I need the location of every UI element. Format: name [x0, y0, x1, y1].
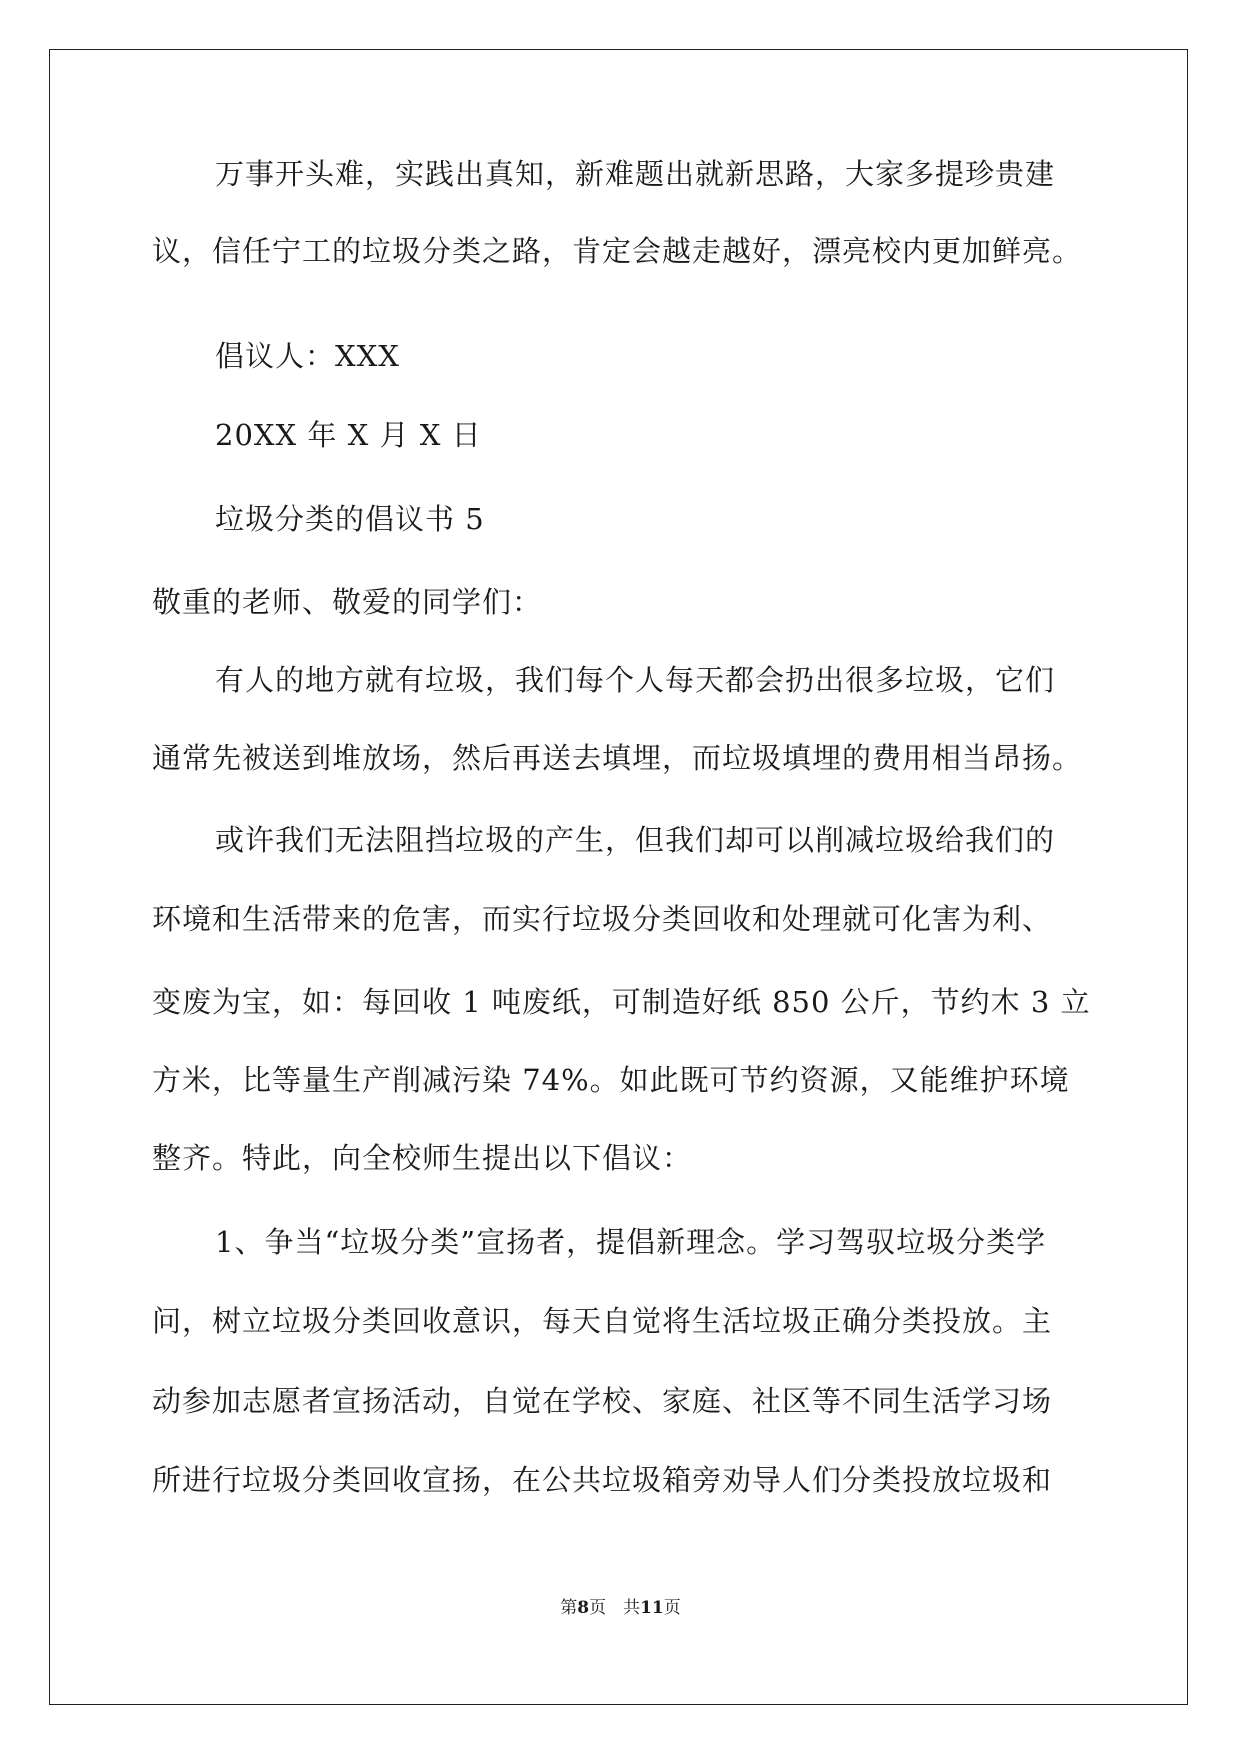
signature-line: 倡议人：XXX — [215, 339, 400, 373]
paragraph-line: 1、争当“垃圾分类”宣扬者，提倡新理念。学习驾驭垃圾分类学 — [215, 1225, 1047, 1259]
paragraph-line: 所进行垃圾分类回收宣扬，在公共垃圾箱旁劝导人们分类投放垃圾和 — [152, 1463, 1053, 1497]
paragraph-line: 环境和生活带来的危害，而实行垃圾分类回收和处理就可化害为利、 — [152, 902, 1053, 936]
paragraph-line: 问，树立垃圾分类回收意识，每天自觉将生活垃圾正确分类投放。主 — [152, 1304, 1053, 1338]
paragraph-line: 议，信任宁工的垃圾分类之路，肯定会越走越好，漂亮校内更加鲜亮。 — [152, 234, 1083, 268]
paragraph-line: 动参加志愿者宣扬活动，自觉在学校、家庭、社区等不同生活学习场 — [152, 1384, 1053, 1418]
current-page-number: 8 — [577, 1598, 590, 1618]
footer-suffix: 页 — [663, 1598, 681, 1618]
salutation: 敬重的老师、敬爱的同学们： — [152, 585, 543, 619]
footer-middle: 页 共 — [589, 1598, 641, 1618]
footer-prefix: 第 — [560, 1598, 578, 1618]
paragraph-line: 万事开头难，实践出真知，新难题出就新思路，大家多提珍贵建 — [215, 157, 1056, 191]
paragraph-line: 通常先被送到堆放场，然后再送去填埋，而垃圾填埋的费用相当昂扬。 — [152, 741, 1083, 775]
paragraph-line: 整齐。特此，向全校师生提出以下倡议： — [152, 1141, 693, 1175]
paragraph-line: 或许我们无法阻挡垃圾的产生，但我们却可以削减垃圾给我们的 — [215, 823, 1056, 857]
page-border — [49, 49, 1188, 1705]
paragraph-line: 变废为宝，如：每回收 1 吨废纸，可制造好纸 850 公斤，节约木 3 立 — [152, 985, 1091, 1019]
paragraph-line: 有人的地方就有垃圾，我们每个人每天都会扔出很多垃圾，它们 — [215, 663, 1056, 697]
page-footer — [0, 1597, 1241, 1619]
date-line: 20XX 年 X 月 X 日 — [215, 418, 482, 452]
section-title: 垃圾分类的倡议书 5 — [215, 502, 485, 536]
total-page-number: 11 — [640, 1598, 664, 1618]
paragraph-line: 方米，比等量生产削减污染 74%。如此既可节约资源，又能维护环境 — [152, 1063, 1070, 1097]
